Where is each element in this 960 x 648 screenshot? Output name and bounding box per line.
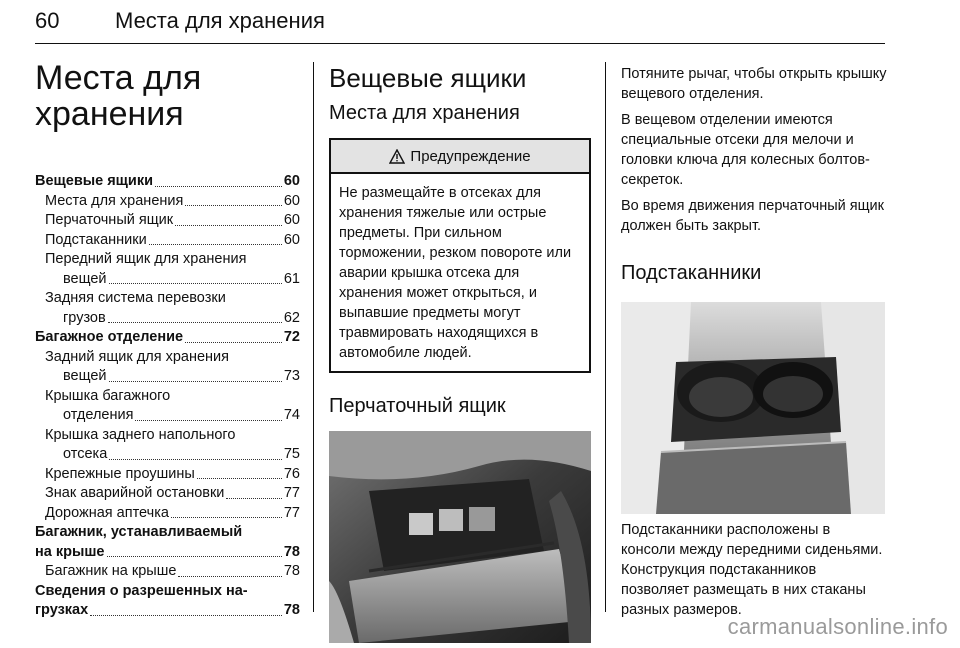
toc-page-number: 78 <box>283 602 300 618</box>
paragraph-cupholder: Подстаканники расположены в консоли между передними сиденьями. Конструкция подстаканников позволяет размещать в них стаканы разных размеров. <box>621 522 883 618</box>
toc-entry-line <box>45 426 300 446</box>
paragraph-compartments: В вещевом отделении имеются специальные отсеки для мелочи и головки ключа для колесных болтов-секреток. <box>621 112 870 188</box>
toc-entry-text: грузов <box>63 309 106 326</box>
toc-entry <box>35 289 300 328</box>
toc-entry-line <box>45 289 300 309</box>
warning-text: Не размещайте в отсеках для хранения тяжелые или острые предметы. При сильном торможении, резком повороте или аварии крышка отсека для хранения может открыться, и выпавшие предметы могут травмировать находящихся в автомобиле людей. <box>339 185 572 361</box>
toc-dot-leader <box>175 225 282 226</box>
toc-page-number: 74 <box>283 407 300 423</box>
toc-entry-line <box>45 387 300 407</box>
toc-entry-continuation <box>45 270 300 290</box>
toc-entry-text: Крышка заднего напольного <box>45 426 236 443</box>
toc-entry-text: грузках <box>35 602 89 618</box>
toc-page-number: 77 <box>283 485 300 501</box>
toc-dot-leader <box>155 186 282 187</box>
toc-page-number: 61 <box>283 270 300 287</box>
toc-entry-text: Дорожная аптечка <box>45 504 169 521</box>
toc-chapter-entry <box>35 582 300 621</box>
warning-header <box>331 140 589 174</box>
toc-entry-text: Перчаточный ящик <box>45 212 174 228</box>
toc-entry <box>35 348 300 387</box>
toc-entry-text: Задняя система перевозки <box>45 290 226 306</box>
page-number: 60 <box>35 8 60 33</box>
toc-dot-leader <box>90 615 282 616</box>
toc-entry-text: Багажник, устанавливаемый <box>35 524 243 540</box>
toc-entry-text: Сведения о разрешенных на- <box>35 582 248 599</box>
watermark: carmanualsonline.info <box>727 614 948 639</box>
toc-entry-text: Вещевые ящики <box>35 173 154 189</box>
glovebox-photo <box>329 431 591 643</box>
toc-chapter-entry <box>35 172 300 192</box>
toc-entry-text: Места для хранения <box>45 192 184 209</box>
column-divider-2 <box>605 62 606 612</box>
cupholder-heading: Подстаканники <box>621 262 762 284</box>
toc-entry <box>35 426 300 465</box>
toc-dot-leader <box>178 576 281 577</box>
toc-dot-leader <box>197 478 282 479</box>
toc-page-number: 60 <box>283 212 300 228</box>
toc-entry-text: Знак аварийной остановки <box>45 485 225 501</box>
glovebox-heading: Перчаточный ящик <box>329 395 506 417</box>
toc-entry-text: вещей <box>63 368 107 384</box>
toc-entry <box>35 231 300 251</box>
toc-entry-text: Крышка багажного <box>45 387 171 404</box>
toc-entry-text: вещей <box>63 270 107 287</box>
toc-page-number: 78 <box>283 543 300 560</box>
toc-page-number: 78 <box>283 563 300 579</box>
toc-page-number: 75 <box>283 446 300 462</box>
toc-entry <box>35 250 300 289</box>
toc-chapter-entry <box>35 523 300 562</box>
toc-dot-leader <box>107 556 282 557</box>
page-header <box>35 6 885 44</box>
right-column <box>621 64 887 626</box>
paragraph-closed: Во время движения перчаточный ящик должен быть закрыт. <box>621 198 884 234</box>
toc-entry-line <box>35 523 300 543</box>
toc-entry-text: Багажное отделение <box>35 329 184 345</box>
paragraph-lever: Потяните рычаг, чтобы открыть крышку вещевого отделения. <box>621 66 887 102</box>
toc-entry <box>35 484 300 504</box>
toc-entry-text: Передний ящик для хранения <box>45 251 247 267</box>
toc-dot-leader <box>171 517 282 518</box>
cupholder-photo <box>621 302 885 514</box>
toc-dot-leader <box>109 381 282 382</box>
toc-entry-continuation <box>45 445 300 465</box>
table-of-contents <box>35 172 300 621</box>
toc-entry-line <box>45 250 300 270</box>
toc-entry-continuation <box>35 601 300 621</box>
toc-entry-text: Крепежные проушины <box>45 465 195 482</box>
toc-page-number: 72 <box>283 329 300 345</box>
toc-chapter-entry <box>35 328 300 348</box>
toc-page-number: 77 <box>283 504 300 521</box>
warning-title: Предупреждение <box>410 147 531 165</box>
toc-dot-leader <box>149 244 282 245</box>
header-rule <box>35 43 885 44</box>
warning-triangle-icon <box>389 149 405 164</box>
toc-entry <box>35 211 300 231</box>
toc-entry-text: Задний ящик для хранения <box>45 348 229 365</box>
toc-page-number: 62 <box>283 309 300 326</box>
toc-entry-text: Подстаканники <box>45 231 147 248</box>
toc-entry <box>35 192 300 212</box>
toc-page-number: 60 <box>283 192 300 209</box>
column-divider-1 <box>313 62 314 612</box>
toc-entry-text: отсека <box>63 446 108 462</box>
toc-dot-leader <box>108 322 282 323</box>
toc-dot-leader <box>109 459 282 460</box>
running-section-title: Места для хранения <box>115 8 325 33</box>
chapter-title: Места для хранения <box>35 59 202 133</box>
toc-dot-leader <box>109 283 282 284</box>
subsection-heading: Места для хранения <box>329 102 520 124</box>
toc-dot-leader <box>185 342 282 343</box>
toc-entry <box>35 562 300 582</box>
toc-entry-text: на крыше <box>35 543 105 560</box>
toc-dot-leader <box>226 498 281 499</box>
toc-entry <box>35 387 300 426</box>
toc-entry <box>35 504 300 524</box>
warning-box <box>329 138 591 373</box>
toc-entry-continuation <box>45 309 300 329</box>
toc-entry-line <box>45 348 300 368</box>
toc-entry-line <box>35 582 300 602</box>
toc-entry-continuation <box>45 367 300 387</box>
toc-entry-continuation <box>35 543 300 563</box>
toc-entry-text: Багажник на крыше <box>45 563 177 579</box>
toc-page-number: 60 <box>283 173 300 189</box>
toc-dot-leader <box>185 205 282 206</box>
toc-entry <box>35 465 300 485</box>
toc-entry-continuation <box>45 406 300 426</box>
toc-dot-leader <box>135 420 281 421</box>
middle-column <box>329 62 591 648</box>
toc-page-number: 76 <box>283 465 300 482</box>
section-heading: Вещевые ящики <box>329 63 527 93</box>
toc-page-number: 60 <box>283 231 300 248</box>
toc-entry-text: отделения <box>63 407 134 423</box>
toc-page-number: 73 <box>283 368 300 384</box>
